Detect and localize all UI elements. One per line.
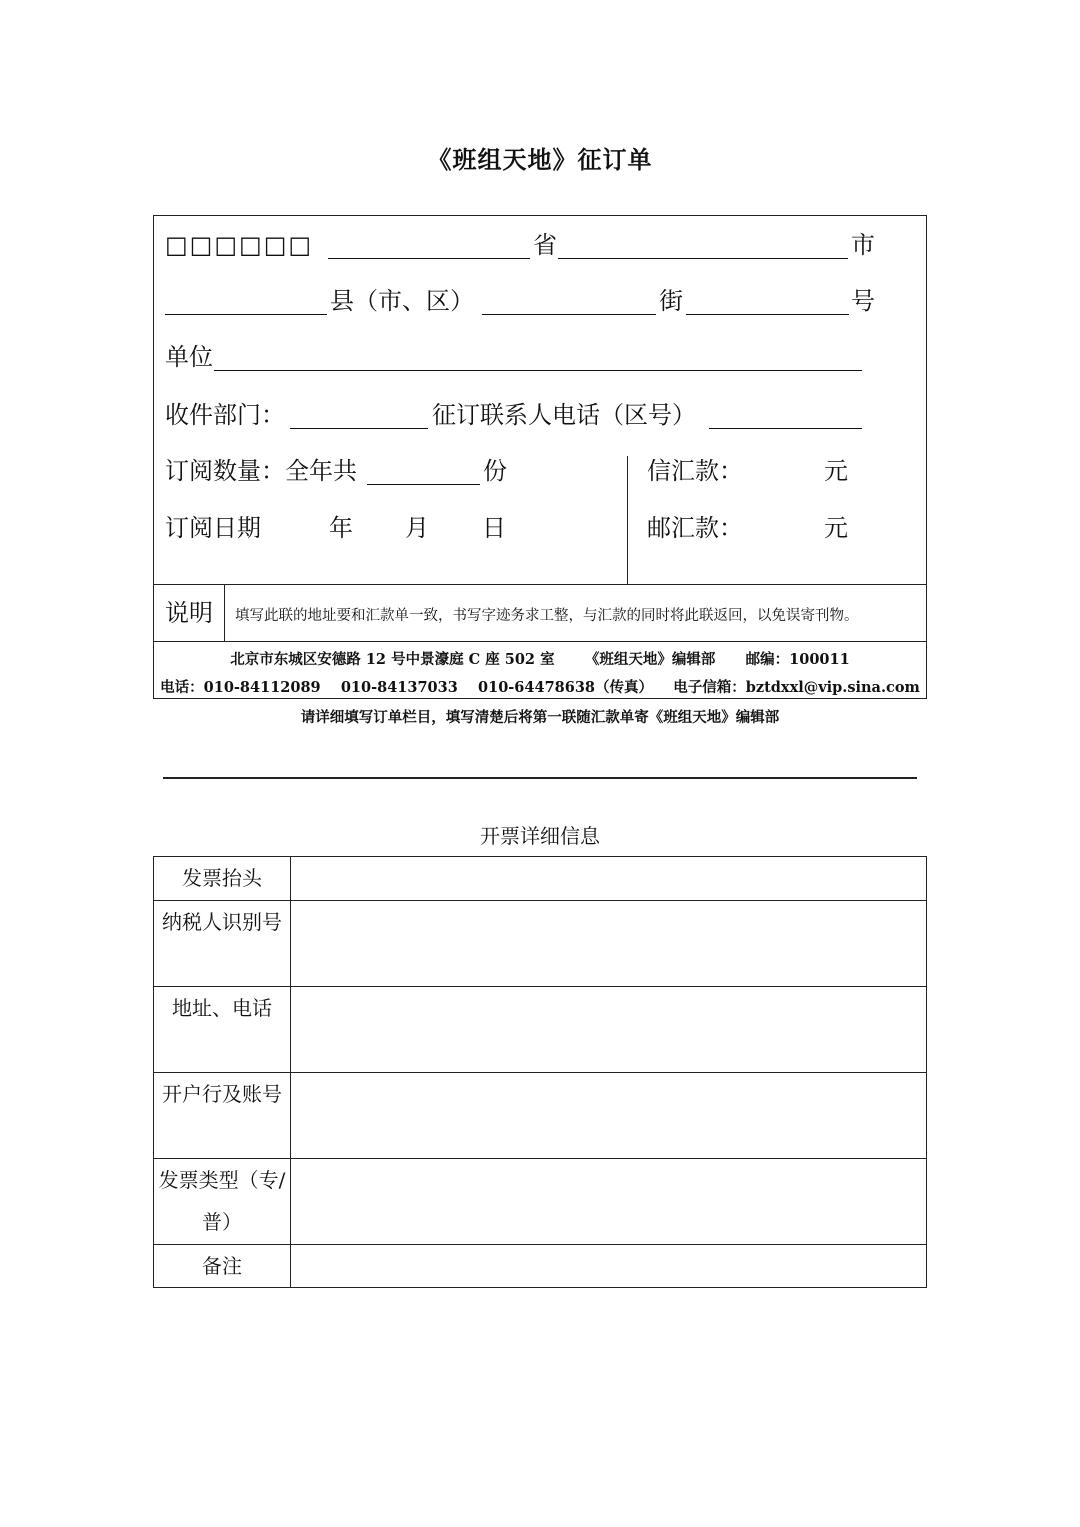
dept-blank[interactable] bbox=[290, 428, 428, 429]
day-label: 日 bbox=[482, 514, 506, 542]
quantity-unit: 份 bbox=[483, 457, 507, 485]
contact-label: 征订联系人电话（区号） bbox=[432, 401, 696, 429]
region-blank[interactable] bbox=[328, 258, 530, 259]
postcode-boxes[interactable]: □□□□□□ bbox=[165, 231, 314, 259]
province-label: 省 bbox=[533, 231, 557, 259]
invoice-type-label: 发票类型（专/普） bbox=[154, 1159, 291, 1245]
section-separator bbox=[163, 777, 917, 779]
month-label: 月 bbox=[405, 514, 429, 542]
invoice-type-field[interactable] bbox=[291, 1159, 927, 1245]
postal-remit-yuan: 元 bbox=[824, 514, 848, 542]
taxpayer-id-label: 纳税人识别号 bbox=[154, 901, 291, 987]
number-label: 号 bbox=[851, 287, 875, 315]
address-line: 北京市东城区安德路 12 号中景濠庭 C 座 502 室 《班组天地》编辑部 邮编：100011 bbox=[230, 651, 850, 668]
note-bottom-border bbox=[153, 641, 927, 642]
street-blank[interactable] bbox=[482, 314, 656, 315]
dept-label: 收件部门： bbox=[165, 401, 285, 429]
table-row bbox=[154, 1159, 927, 1245]
note-label: 说明 bbox=[165, 599, 213, 627]
invoice-table bbox=[153, 856, 927, 1288]
county-blank[interactable] bbox=[165, 314, 327, 315]
remarks-label: 备注 bbox=[154, 1245, 291, 1288]
street-label: 街 bbox=[659, 287, 683, 315]
bank-account-label: 开户行及账号 bbox=[154, 1073, 291, 1159]
date-label: 订阅日期 bbox=[165, 514, 261, 542]
address-phone-field[interactable] bbox=[291, 987, 927, 1073]
note-divider bbox=[224, 584, 225, 641]
unit-label: 单位 bbox=[165, 343, 213, 371]
address-phone-label: 地址、电话 bbox=[154, 987, 291, 1073]
city-label: 市 bbox=[851, 231, 875, 259]
remit-divider bbox=[627, 456, 628, 584]
letter-remit-label: 信汇款： bbox=[647, 457, 743, 485]
remarks-field[interactable] bbox=[291, 1245, 927, 1288]
invoice-header-field[interactable] bbox=[291, 857, 927, 901]
contact-blank[interactable] bbox=[709, 428, 862, 429]
table-row bbox=[154, 987, 927, 1073]
letter-remit-yuan: 元 bbox=[824, 457, 848, 485]
unit-blank[interactable] bbox=[214, 370, 862, 371]
table-row bbox=[154, 1073, 927, 1159]
number-blank[interactable] bbox=[686, 314, 849, 315]
quantity-blank[interactable] bbox=[367, 484, 480, 485]
invoice-header-label: 发票抬头 bbox=[154, 857, 291, 901]
province-blank[interactable] bbox=[558, 258, 848, 259]
postal-remit-label: 邮汇款： bbox=[647, 514, 743, 542]
note-text: 填写此联的地址要和汇款单一致，书写字迹务求工整，与汇款的同时将此联返回，以免误寄刊物。 bbox=[235, 608, 859, 624]
table-row bbox=[154, 857, 927, 901]
county-label: 县（市、区） bbox=[330, 287, 474, 315]
invoice-title: 开票详细信息 bbox=[480, 824, 600, 848]
phone-line: 电话：010-84112089 010-84137033 010-64478638（传真） 电子信箱：bztdxxl@vip.sina.com bbox=[160, 679, 920, 696]
table-row bbox=[154, 901, 927, 987]
instruction-text: 请详细填写订单栏目，填写清楚后将第一联随汇款单寄《班组天地》编辑部 bbox=[300, 709, 780, 726]
note-top-border bbox=[153, 584, 927, 585]
taxpayer-id-field[interactable] bbox=[291, 901, 927, 987]
year-label: 年 bbox=[329, 514, 353, 542]
bank-account-field[interactable] bbox=[291, 1073, 927, 1159]
page-title: 《班组天地》征订单 bbox=[427, 145, 653, 174]
table-row bbox=[154, 1245, 927, 1288]
quantity-label: 订阅数量：全年共 bbox=[165, 457, 357, 485]
